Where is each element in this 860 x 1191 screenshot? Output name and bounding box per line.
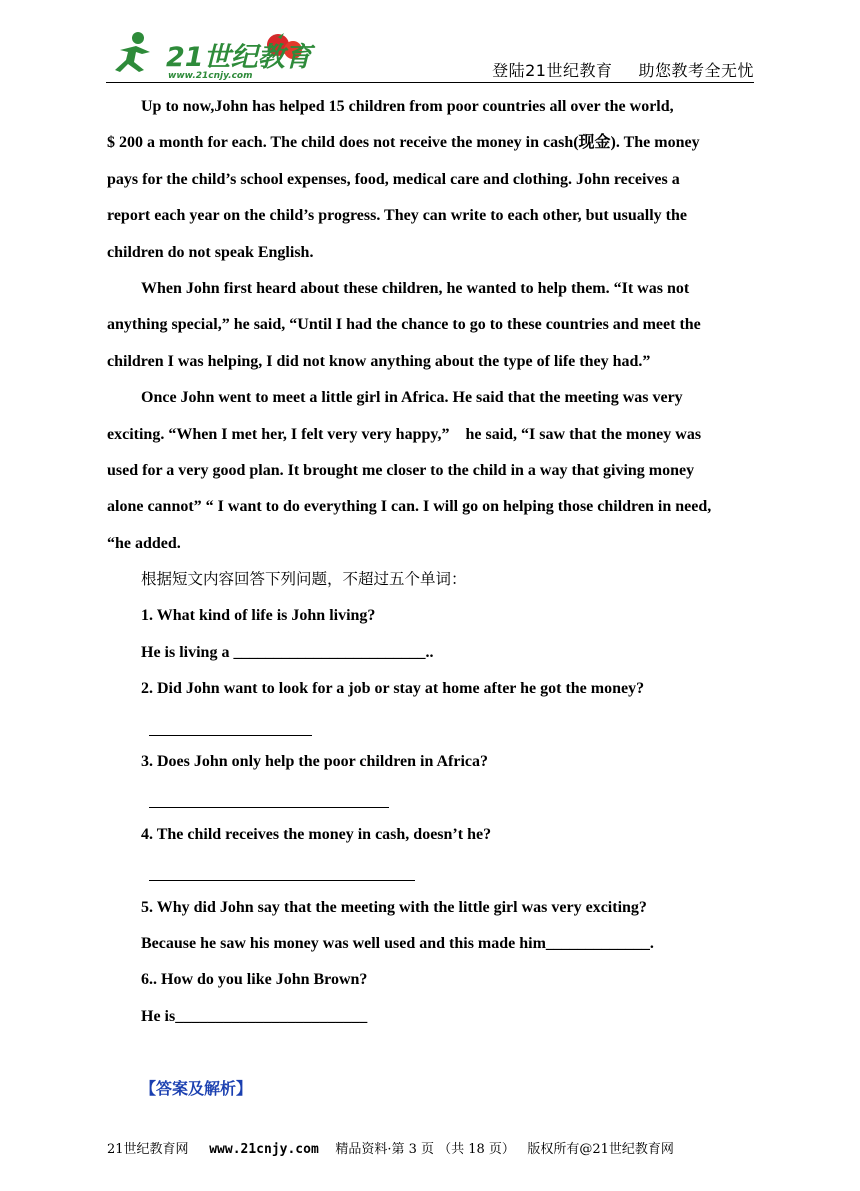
question-6: 6.. How do you like John Brown? (141, 971, 368, 989)
paragraph-line: children do not speak English. (107, 243, 314, 261)
footer-url-link[interactable]: www.21cnjy.com (209, 1142, 319, 1157)
header-slogan-left: 登陆21世纪教育 (492, 61, 613, 80)
question-instruction: 根据短文内容回答下列问题，不超过五个单词： (141, 570, 467, 589)
paragraph-line: pays for the child’s school expenses, food, medical care and clothing. John receives a (107, 170, 680, 188)
logo-url: www.21cnjy.com (168, 71, 253, 80)
paragraph-line: exciting. “When I met her, I felt very very happy,” he said, “I saw that the money was (107, 425, 702, 443)
paragraph-line: When John first heard about these children, he wanted to help them. “It was not (141, 279, 690, 297)
paragraph-line: used for a very good plan. It brought me closer to the child in a way that giving money (107, 461, 695, 479)
question-2: 2. Did John want to look for a job or stay at home after he got the money? (141, 680, 645, 698)
question-4: 4. The child receives the money in cash, doesn’t he? (141, 825, 492, 843)
footer-site-name: 21世纪教育网 (107, 1142, 189, 1157)
paragraph-line: $ 200 a month for each. The child does not receive the money in cash(现金). The money (107, 134, 700, 152)
footer-copyright: 版权所有@21世纪教育网 (527, 1142, 674, 1157)
paragraph-line: Once John went to meet a little girl in Africa. He said that the meeting was very (141, 389, 683, 407)
answer-3-blank[interactable] (107, 785, 757, 821)
answer-6-prompt[interactable]: He is________________________ (141, 1007, 368, 1025)
paragraph-line: report each year on the child’s progress. They can write to each other, but usually the (107, 207, 687, 225)
footer-page-info: 精品资料·第 3 页 （共 18 页） (335, 1142, 515, 1157)
paragraph-line: anything special,” he said, “Until I had the chance to go to these countries and meet the (107, 316, 701, 334)
paragraph-line: children I was helping, I did not know anything about the type of life they had.” (107, 352, 651, 370)
answer-4-blank[interactable] (107, 858, 757, 894)
answer-section-heading: 【答案及解析】 (140, 1079, 253, 1098)
header-divider (106, 82, 754, 83)
question-3: 3. Does John only help the poor children in Africa? (141, 753, 488, 771)
page-footer (107, 1138, 674, 1157)
header-slogan-right: 助您教考全无忧 (638, 61, 754, 80)
logo-wordmark: 21世纪教育 (166, 42, 312, 73)
paragraph-line: alone cannot” “ I want to do everything I can. I will go on helping those children in need, (107, 498, 712, 516)
answer-2-blank[interactable] (107, 713, 757, 749)
answer-1-prompt[interactable]: He is living a ________________________.. (141, 643, 434, 661)
paragraph-line: Up to now,John has helped 15 children from poor countries all over the world, (141, 98, 674, 115)
paragraph-line: “he added. (107, 534, 181, 552)
answer-5-prompt[interactable]: Because he saw his money was well used and this made him_____________. (141, 934, 654, 952)
page-header (106, 28, 754, 82)
logo-graphic (106, 28, 316, 80)
document-body (107, 94, 757, 1040)
question-5: 5. Why did John say that the meeting with the little girl was very exciting? (141, 898, 647, 916)
question-1: 1. What kind of life is John living? (141, 607, 376, 625)
header-slogan (492, 58, 754, 81)
site-logo[interactable] (106, 28, 316, 80)
